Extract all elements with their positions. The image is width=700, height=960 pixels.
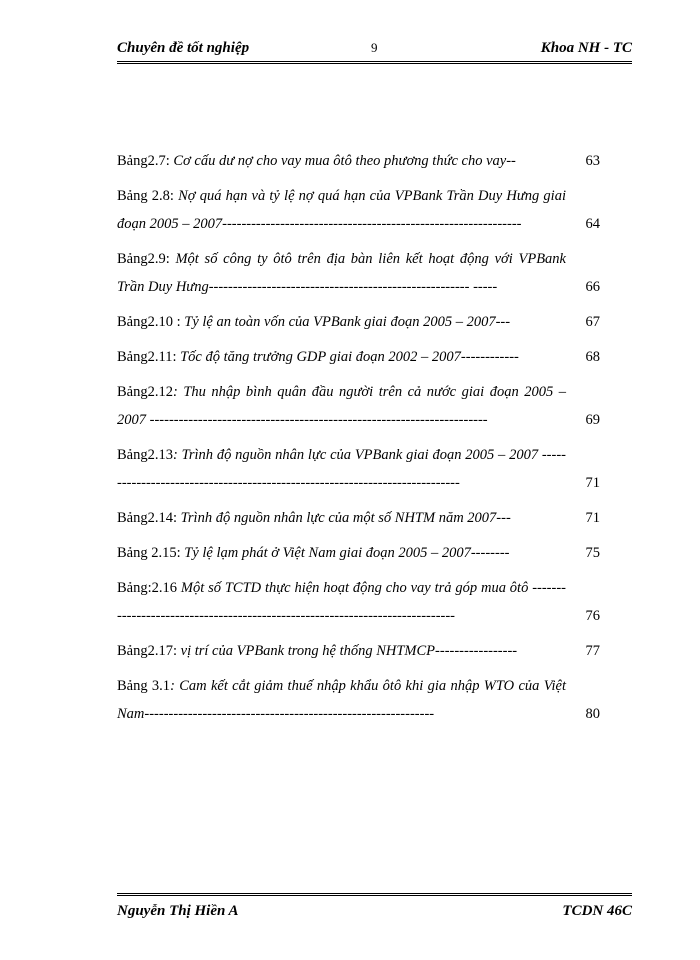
toc-entry-title: : Thu nhập bình quân đầu người trên cả nước giai đoạn 2005 – 2007 ---------------------------------------------------------------------- xyxy=(117,384,566,428)
toc-entry-2-11 xyxy=(117,343,600,371)
toc-entry-page: 69 xyxy=(585,412,600,428)
toc-entry-page: 64 xyxy=(585,216,600,232)
toc-entry-label: Bảng2.7: xyxy=(117,153,170,169)
toc-entry-label: Bảng2.17: xyxy=(117,643,178,659)
toc-entry-2-12 xyxy=(117,378,600,434)
toc-entry-2-7 xyxy=(117,147,600,175)
toc-entry-label: Bảng2.14: xyxy=(117,510,178,526)
toc-entry-2-13 xyxy=(117,441,600,497)
toc-entry-2-8 xyxy=(117,182,600,238)
toc-entry-page: 67 xyxy=(585,314,600,330)
toc-entry-page: 66 xyxy=(585,279,600,295)
toc-entry-page: 76 xyxy=(585,608,600,624)
header-divider xyxy=(117,61,632,64)
toc-entry-page: 63 xyxy=(585,153,600,169)
toc-entry-page: 75 xyxy=(585,545,600,561)
toc-entry-page: 71 xyxy=(585,475,600,491)
toc-entry-2-16 xyxy=(117,574,600,630)
toc-entry-label: Bảng2.9: xyxy=(117,251,170,267)
header-page-number: 9 xyxy=(371,40,378,55)
toc-entry-label: Bảng 3.1 xyxy=(117,678,171,694)
header-title: Chuyên đề tốt nghiệp xyxy=(117,40,250,56)
page-header xyxy=(117,38,632,62)
toc-entry-label: Bảng2.12 xyxy=(117,384,173,400)
toc-entry-page: 77 xyxy=(585,643,600,659)
toc-entry-page: 71 xyxy=(585,510,600,526)
toc-entry-label: Bảng2.10 : xyxy=(117,314,181,330)
toc-entry-title: vị trí của VPBank trong hệ thống NHTMCP----------------- xyxy=(177,643,518,659)
toc-entry-title: : Trình độ nguồn nhân lực của VPBank giai đoạn 2005 – 2007 ---------------------------------------------------------------------------- xyxy=(117,447,566,491)
footer-divider xyxy=(117,893,632,896)
toc-entry-2-9 xyxy=(117,245,600,301)
toc-entry-2-10 xyxy=(117,308,600,336)
toc-entry-label: Bảng2.11: xyxy=(117,349,177,365)
page-footer xyxy=(117,903,632,927)
toc-entry-title: Một số công ty ôtô trên địa bàn liên kết hoạt động với VPBank Trần Duy Hưng------------------------------------------------------ ----- xyxy=(117,251,566,295)
toc-entry-title: Cơ cấu dư nợ cho vay mua ôtô theo phương thức cho vay-- xyxy=(169,153,516,169)
header-department: Khoa NH - TC xyxy=(540,40,632,56)
footer-author: Nguyễn Thị Hiền A xyxy=(117,903,239,919)
toc-entry-2-14 xyxy=(117,504,600,532)
toc-entry-title: : Cam kết cắt giảm thuế nhập khẩu ôtô khi gia nhập WTO của Việt Nam------------------------------------------------------------ xyxy=(117,678,566,722)
toc-entry-page: 80 xyxy=(585,706,600,722)
toc-entry-label: Bảng:2.16 xyxy=(117,580,178,596)
toc-entry-title: Tốc độ tăng trưởng GDP giai đoạn 2002 – 2007------------ xyxy=(176,349,519,365)
toc-entry-2-15 xyxy=(117,539,600,567)
toc-entry-title: Một số TCTD thực hiện hoạt động cho vay trả góp mua ôtô ----------------------------------------------------------------------------- xyxy=(117,580,566,624)
toc-entry-title: Trình độ nguồn nhân lực của một số NHTM năm 2007--- xyxy=(177,510,511,526)
toc-entry-3-1 xyxy=(117,672,600,728)
toc-entry-title: Tỷ lệ lạm phát ở Việt Nam giai đoạn 2005 – 2007-------- xyxy=(180,545,510,561)
footer-class: TCDN 46C xyxy=(562,903,632,919)
toc-entry-label: Bảng 2.15: xyxy=(117,545,181,561)
toc-entry-title: Tỷ lệ an toàn vốn của VPBank giai đoạn 2005 – 2007--- xyxy=(180,314,511,330)
toc-entry-label: Bảng2.13 xyxy=(117,447,173,463)
toc-entry-label: Bảng 2.8: xyxy=(117,188,174,204)
toc-entry-title: Nợ quá hạn và tỷ lệ nợ quá hạn của VPBank Trần Duy Hưng giai đoạn 2005 – 2007-------------------------------------------------------------- xyxy=(117,188,566,232)
table-list xyxy=(117,147,600,728)
toc-entry-page: 68 xyxy=(585,349,600,365)
toc-entry-2-17 xyxy=(117,637,600,665)
